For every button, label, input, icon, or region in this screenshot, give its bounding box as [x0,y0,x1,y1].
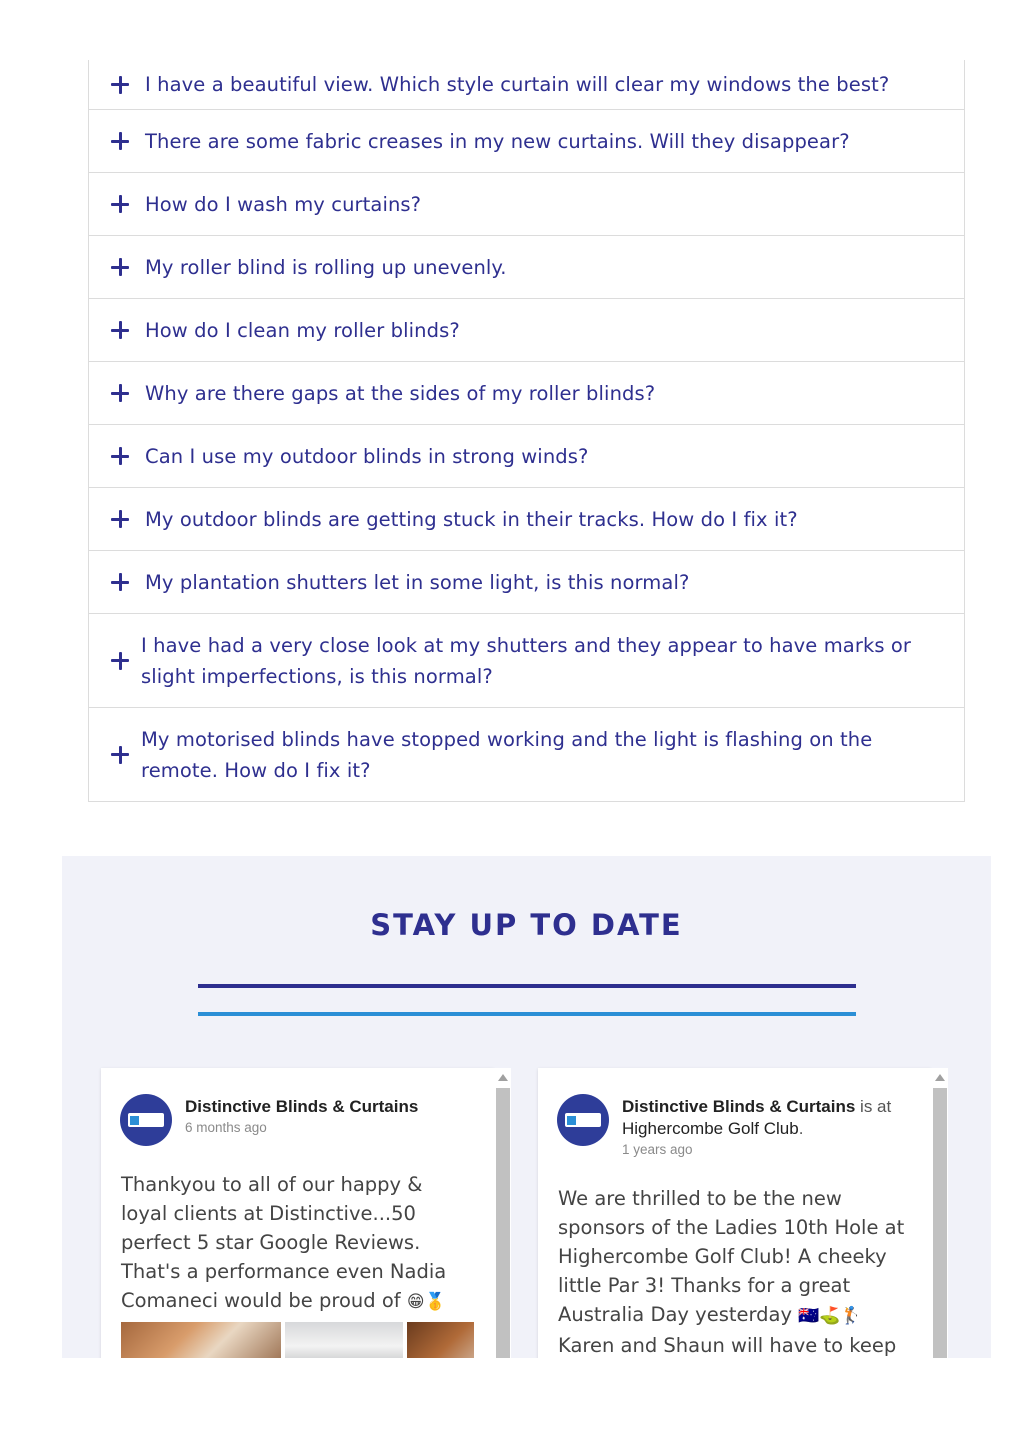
post-author[interactable]: Distinctive Blinds & Curtains [185,1097,419,1116]
faq-item-shutters-marks[interactable] [89,613,964,707]
scrollbar-thumb[interactable] [933,1088,947,1358]
post-text: Thankyou to all of our happy & loyal clients at Distinctive...50 perfect 5 star Google Reviews. That's a performance even Nadia Comaneci would be proud of 😁🥇 [121,1173,447,1312]
social-post-card[interactable] [101,1068,494,1358]
plus-icon[interactable] [111,447,129,465]
faq-item-wash-curtains[interactable] [89,172,964,235]
divider-light [198,1012,856,1016]
faq-item-clean-roller[interactable] [89,298,964,361]
faq-question: I have had a very close look at my shutters and they appear to have marks or slight imperfections, is this normal? [141,633,912,688]
post-photo[interactable] [285,1322,403,1358]
social-post-card[interactable] [538,1068,931,1358]
post-author[interactable]: Distinctive Blinds & Curtains is at Highercombe Golf Club. [622,1097,892,1138]
post-text: We are thrilled to be the new sponsors of the Ladies 10th Hole at Highercombe Golf Club! A cheeky little Par 3! Thanks for a great Australia Day yesterday 🇦🇺⛳🏌 Karen and Shaun will have to keep [558,1187,905,1357]
faq-item-roller-gaps[interactable] [89,361,964,424]
scrollbar[interactable] [494,1068,511,1358]
emoji-flag-golf: 🇦🇺⛳🏌 [798,1306,862,1326]
faq-item-fabric-creases[interactable] [89,109,964,172]
plus-icon[interactable] [111,132,129,150]
faq-item-shutters-light[interactable] [89,550,964,613]
plus-icon[interactable] [111,321,129,339]
divider-dark [198,984,856,988]
faq-question: I have a beautiful view. Which style curtain will clear my windows the best? [145,73,890,96]
faq-item-view-curtain[interactable] [89,60,964,109]
plus-icon[interactable] [111,195,129,213]
faq-question: My outdoor blinds are getting stuck in their tracks. How do I fix it? [145,507,798,531]
faq-question: How do I clean my roller blinds? [145,318,460,342]
plus-icon[interactable] [111,652,129,670]
plus-icon[interactable] [111,384,129,402]
avatar[interactable] [120,1094,172,1146]
faq-item-motorised-remote[interactable] [89,707,964,801]
avatar[interactable] [557,1094,609,1146]
post-photo[interactable] [121,1322,281,1358]
faq-question: My motorised blinds have stopped working and the light is flashing on the remote. How do I fix it? [141,727,873,782]
faq-item-outdoor-winds[interactable] [89,424,964,487]
scroll-up-arrow-icon[interactable] [935,1074,945,1081]
post-location[interactable]: Highercombe Golf Club [622,1119,799,1138]
post-photos[interactable] [121,1322,474,1358]
faq-accordion [88,60,965,802]
faq-item-roller-uneven[interactable] [89,235,964,298]
plus-icon[interactable] [111,746,129,764]
faq-item-outdoor-stuck[interactable] [89,487,964,550]
faq-question: Can I use my outdoor blinds in strong winds? [145,444,589,468]
plus-icon[interactable] [111,76,129,94]
stay-up-to-date-section [62,856,991,1358]
scrollbar[interactable] [931,1068,948,1358]
plus-icon[interactable] [111,258,129,276]
post-time[interactable]: 1 years ago [622,1142,693,1157]
scrollbar-thumb[interactable] [496,1088,510,1358]
faq-question: There are some fabric creases in my new curtains. Will they disappear? [145,129,850,153]
faq-question: My plantation shutters let in some light, is this normal? [145,570,690,594]
faq-question: How do I wash my curtains? [145,192,422,216]
faq-question: My roller blind is rolling up unevenly. [145,255,507,279]
scroll-up-arrow-icon[interactable] [498,1074,508,1081]
brand-logo-icon [128,1113,164,1127]
brand-logo-icon [565,1113,601,1127]
emoji-grin-medal: 😁🥇 [406,1292,446,1312]
post-photo[interactable] [407,1322,474,1358]
plus-icon[interactable] [111,510,129,528]
plus-icon[interactable] [111,573,129,591]
post-time[interactable]: 6 months ago [185,1120,267,1135]
faq-question: Why are there gaps at the sides of my roller blinds? [145,381,656,405]
section-title: STAY UP TO DATE [370,908,683,942]
